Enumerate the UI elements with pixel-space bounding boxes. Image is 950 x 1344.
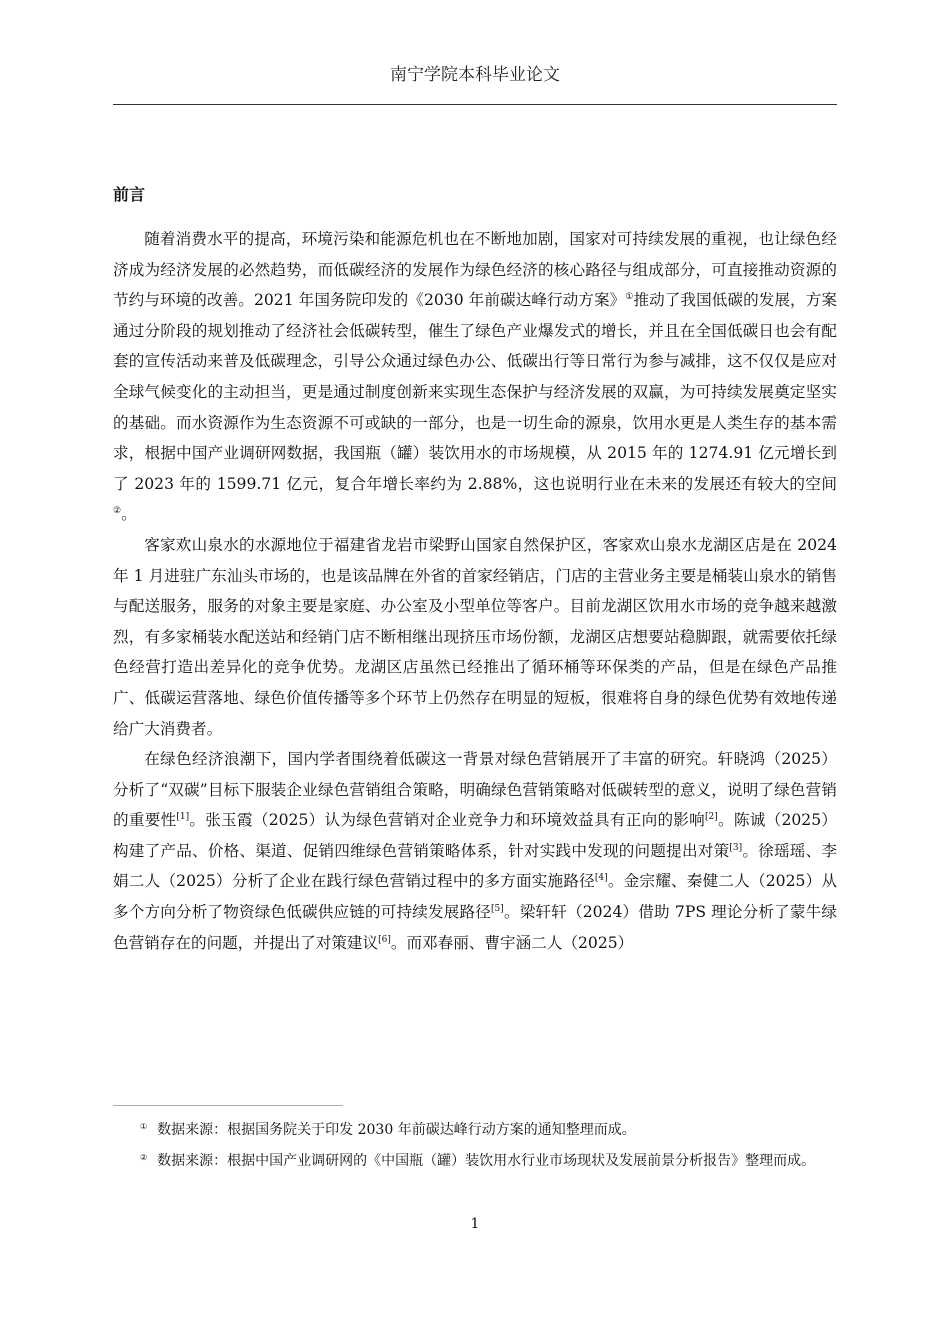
footnote-2 [113,1146,837,1177]
paragraph-3 [113,744,837,958]
footnote-separator [113,1105,343,1106]
body-text [113,224,837,958]
running-header: 南宁学院本科毕业论文 [390,65,560,85]
citation-5[interactable]: [5] [491,904,504,915]
header-rule [113,104,837,105]
citation-3[interactable]: [3] [729,842,743,853]
citation-6[interactable]: [6] [378,934,391,945]
footnote-1 [113,1115,837,1146]
paragraph-1-text-b: 推动了我国低碳的发展，方案通过分阶段的规划推动了经济社会低碳转型，催生了绿色产业爆发式的增长，并且在全国低碳日也会有配套的宣传活动来普及低碳理念，引导公众通过绿色办公、低碳出行等日常行为参与减排，这不仅仅是应对全球气候变化的主动担当，更是通过制度创新来实现生态保护与经济发展的双赢，为可持续发展奠定坚实的基础。而水资源作为生态资源不可或缺的一部分，也是一切生命的源泉，饮用水更是人类生存的基本需求，根据中国产业调研网数据，我国瓶（罐）装饮用水的市场规模，从 2015 年的 1274.91 亿元增长到了 2023 年的 1599.71 亿元，复合年增长率约为 2.88%，这也说明行业在未来的发展还有较大的空间 [113,291,837,493]
paragraph-1 [113,224,837,530]
citation-4[interactable]: [4] [594,873,608,884]
citation-2[interactable]: [2] [705,812,718,823]
paragraph-3-text-c: 。陈诚（2025）构建了产品、价格、渠道、促销四维绿色营销策略体系，针对实践中发现的问题提出对策 [113,811,837,860]
paragraph-3-text-d: 。徐瑶瑶、李娟二人（2025）分析了企业在践行绿色营销过程中的多方面实施路径 [113,841,837,891]
footnote-ref-1[interactable]: ① [625,292,634,303]
paragraph-3-text-a: 在绿色经济浪潮下，国内学者围绕着低碳这一背景对绿色营销展开了丰富的研究。轩晓鸿（2025）分析了“双碳”目标下服装企业绿色营销组合策略，明确绿色营销策略对低碳转型的意义，说明了绿色营销的重要性 [113,750,837,830]
citation-1[interactable]: [1] [176,812,190,823]
footnote-1-text: 数据来源：根据国务院关于印发 2030 年前碳达峰行动方案的通知整理而成。 [157,1122,636,1138]
paragraph-3-text-e: 。金宗耀、秦健二人（2025）从多个方向分析了物资绿色低碳供应链的可持续发展路径 [113,872,837,922]
footnote-ref-2[interactable]: ② [113,506,122,517]
footnotes [113,1115,837,1177]
paragraph-3-text-g: 。而邓春丽、曹宇涵二人（2025） [390,933,634,952]
paragraph-1-text-c: 。 [121,505,137,524]
footnote-1-mark: ① [140,1122,148,1131]
footnote-2-mark: ② [140,1153,148,1162]
paragraph-3-text-b: 。张玉霞（2025）认为绿色营销对企业竞争力和环境效益具有正向的影响 [189,811,706,830]
paragraph-3-text-f: 。梁轩轩（2024）借助 7PS 理论分析了蒙牛绿色营销存在的问题，并提出了对策建议 [113,903,837,952]
paragraph-2: 客家欢山泉水的水源地位于福建省龙岩市梁野山国家自然保护区，客家欢山泉水龙湖区店是在 2024 年 1 月进驻广东汕头市场的，也是该品牌在外省的首家经销店，门店的主营业务主要是桶装山泉水的销售与配送服务，服务的对象主要是家庭、办公室及小型单位等客户。目前龙湖区饮用水市场的竞争越来越激烈，有多家桶装水配送站和经销门店不断相继出现挤压市场份额，龙湖区店想要站稳脚跟，就需要依托绿色经营打造出差异化的竞争优势。龙湖区店虽然已经推出了循环桶等环保类的产品，但是在绿色产品推广、低碳运营落地、绿色价值传播等多个环节上仍然存在明显的短板，很难将自身的绿色优势有效地传递给广大消费者。 [113,535,837,738]
paragraph-1-text-a: 随着消费水平的提高，环境污染和能源危机也在不断地加剧，国家对可持续发展的重视，也让绿色经济成为经济发展的必然趋势，而低碳经济的发展作为绿色经济的核心路径与组成部分，可直接推动资源的节约与环境的改善。2021 年国务院印发的《2030 年前碳达峰行动方案》 [113,230,837,310]
section-title: 前言 [113,185,146,204]
page-number: 1 [470,1216,480,1232]
footnote-2-text: 数据来源：根据中国产业调研网的《中国瓶（罐）装饮用水行业市场现状及发展前景分析报告》整理而成。 [157,1153,816,1169]
